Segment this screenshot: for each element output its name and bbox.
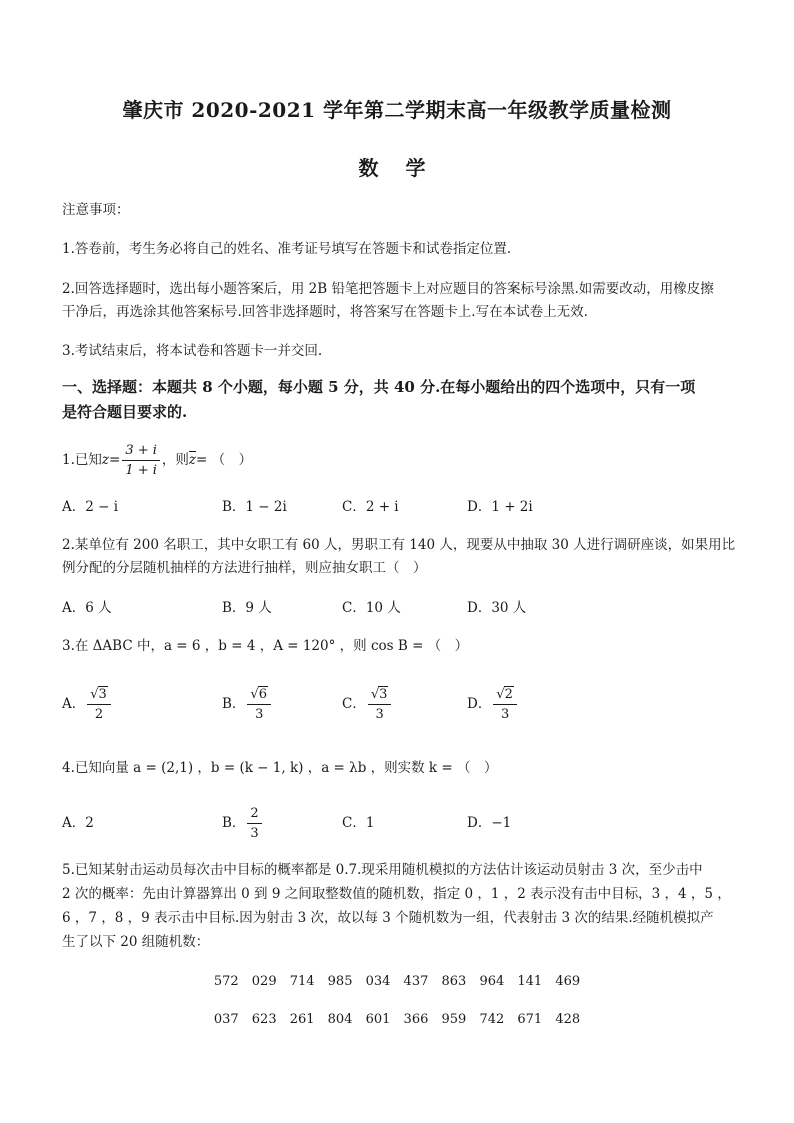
q3-option-d-radicand: 2 [504, 686, 513, 702]
section-heading-line-1: 一、选择题：本题共 8 个小题，每小题 5 分，共 40 分.在每小题给出的四个选项中，只有一项 [62, 378, 696, 396]
q1-option-d: D．1 + 2i [467, 499, 533, 515]
q1-var-z: z [101, 452, 110, 468]
notice-item-2-line-2: 干净后，再选涂其他答案标号.回答非选择题时，将答案写在答题卡上.写在本试卷上无效. [62, 304, 588, 320]
q1-fraction [122, 442, 160, 479]
q3-option-d-denominator: 3 [500, 706, 510, 722]
question-1 [62, 440, 252, 480]
question-5-line-4: 生了以下 20 组随机数： [62, 934, 210, 950]
q3-option-a-label: A． [62, 696, 86, 712]
q2-option-a: A．6 人 [62, 600, 112, 616]
q4-option-b-label: B． [222, 815, 246, 831]
q3-option-c [342, 682, 393, 726]
q3-option-a-fraction: $\frac{√3}{2}$ [87, 686, 111, 723]
question-2-line-2: 例分配的分层随机抽样的方法进行抽样，则应抽女职工（ ） [62, 560, 427, 576]
q3-option-c-radicand: 3 [379, 686, 388, 702]
q3-option-b-denominator: 3 [255, 706, 264, 722]
q4-option-b-numerator: 2 [247, 805, 261, 824]
q3-option-b-radicand: 6 [258, 686, 267, 702]
q4-option-a: A．2 [62, 815, 94, 831]
q2-option-d: D．30 人 [467, 600, 527, 616]
question-5-line-3: 6 ，7 ，8 ，9 表示击中目标.因为射击 3 次，故以每 3 个随机数为一组，代表射击 3 次的结果.经随机模拟产 [62, 910, 714, 926]
notice-item-3: 3.考试结束后，将本试卷和答题卡一并交回. [62, 343, 323, 359]
q3-option-c-denominator: 3 [375, 706, 384, 722]
q3-option-a [62, 682, 113, 726]
notice-heading: 注意事项： [62, 202, 130, 218]
q3-option-b-label: B． [222, 696, 246, 712]
q3-option-c-label: C． [342, 696, 366, 712]
q1-option-a: A．2 − i [62, 499, 119, 515]
q3-option-b [222, 682, 273, 726]
q3-option-a-radicand: 3 [98, 686, 107, 702]
q1-numerator: 3 + i [122, 442, 160, 461]
question-4: 4.已知向量 a = (2,1) ，b = (k − 1, k) ，a = λb ，则实数 k = （ ） [62, 760, 498, 776]
notice-item-1: 1.答卷前，考生务必将自己的姓名、准考证号填写在答题卡和试卷指定位置. [62, 241, 512, 257]
q1-suffix: = （ ） [196, 452, 253, 468]
q4-option-b [222, 800, 264, 846]
q3-option-d-fraction: $\frac{√2}{3}$ [493, 686, 517, 723]
q1-option-c: C．2 + i [342, 499, 399, 515]
notice-item-2-line-1: 2.回答选择题时，选出每小题答案后，用 2B 铅笔把答题卡上对应题目的答案标号涂黑.如需要改动，用橡皮擦 [62, 281, 714, 297]
q1-eq: = [109, 452, 121, 468]
subject-title: 数 学 [358, 156, 436, 180]
q1-option-b: B．1 − 2i [222, 499, 287, 515]
q2-option-c: C．10 人 [342, 600, 401, 616]
q4-option-b-denominator: 3 [250, 825, 259, 841]
question-5-line-1: 5.已知某射击运动员每次击中目标的概率都是 0.7.现采用随机模拟的方法估计该运动员射击 3 次，至少击中 [62, 862, 703, 878]
q3-option-a-denominator: 2 [94, 706, 104, 722]
random-numbers-row-2: 037 623 261 804 601 366 959 742 671 428 [213, 1012, 581, 1027]
q1-prefix: 1.已知 [62, 452, 102, 468]
q4-option-d: D．−1 [467, 815, 512, 831]
q4-option-c: C．1 [342, 815, 375, 831]
q1-denominator: 1 + i [125, 462, 157, 478]
section-heading-line-2: 是符合题目要求的. [62, 403, 188, 421]
q4-option-b-fraction [247, 805, 261, 842]
q3-option-d [467, 682, 519, 726]
random-numbers-row-1: 572 029 714 985 034 437 863 964 141 469 [213, 974, 581, 989]
q1-mid: ，则 [161, 452, 189, 468]
question-5-line-2: 2 次的概率：先由计算器算出 0 到 9 之间取整数值的随机数，指定 0 ，1 ，2 表示没有击中目标，3 ，4 ，5 ， [62, 886, 731, 902]
question-2-line-1: 2.某单位有 200 名职工，其中女职工有 60 人，男职工有 140 人，现要从中抽取 30 人进行调研座谈，如果用比 [62, 537, 736, 553]
q3-option-d-label: D． [467, 696, 492, 712]
exam-title: 肇庆市 2020-2021 学年第二学期末高一年级教学质量检测 [122, 98, 672, 122]
q1-z-conjugate: $\overline{z}$ [188, 452, 197, 468]
q2-option-b: B．9 人 [222, 600, 272, 616]
q3-option-b-fraction: $\frac{√6}{3}$ [247, 686, 271, 723]
q3-option-c-fraction: $\frac{√3}{3}$ [368, 686, 392, 723]
question-3: 3.在 ΔABC 中，a = 6 ，b = 4 ，A = 120° ，则 cos B = （ ） [62, 638, 469, 654]
